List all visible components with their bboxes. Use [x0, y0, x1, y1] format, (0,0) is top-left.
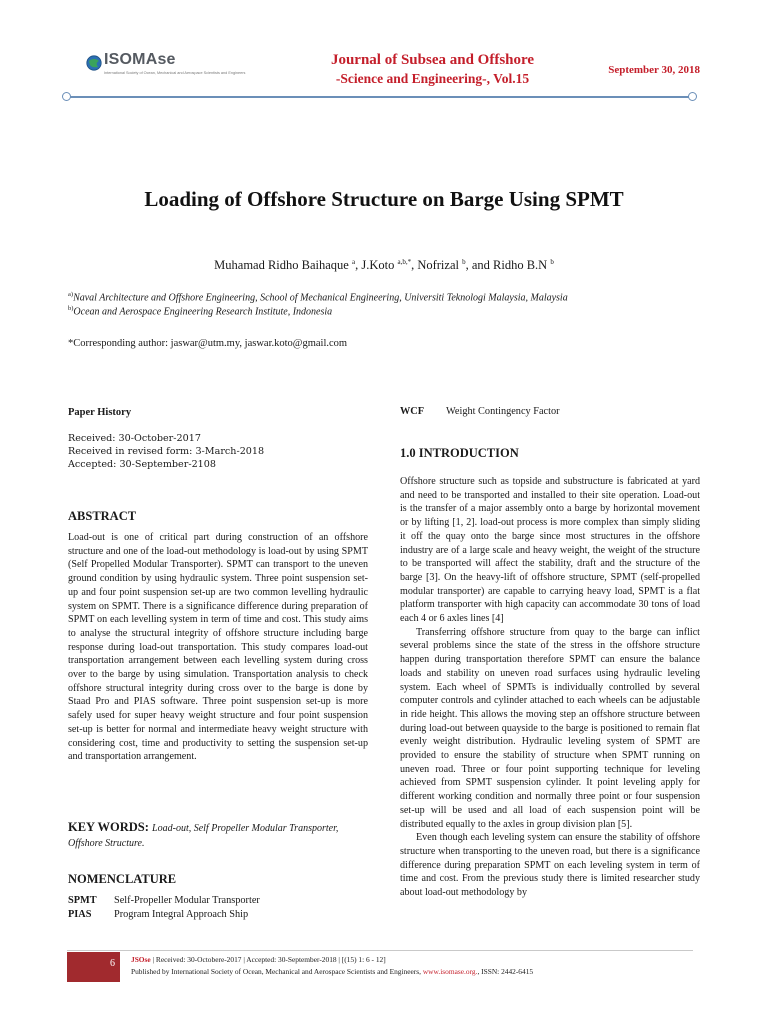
nomenclature-row [68, 894, 368, 908]
nomenclature-row [68, 908, 368, 922]
keywords-text: Load-out, Self Propeller Modular Transporter, Offshore Structure. [68, 823, 339, 849]
keywords-label: KEY WORDS: [68, 820, 153, 834]
nomenclature-def: Weight Contingency Factor [446, 406, 560, 417]
received-date: Received: 30-October-2017 [68, 433, 201, 444]
footer-citation [131, 955, 386, 964]
introduction-heading: 1.0 INTRODUCTION [400, 446, 519, 460]
footer-divider [67, 950, 693, 951]
globe-icon [86, 55, 102, 71]
nomenclature-row [400, 406, 560, 417]
author-affil-mark: b [462, 258, 466, 266]
nomenclature-def: Program Integral Approach Ship [114, 908, 249, 920]
author-affil-mark: a,b,* [397, 258, 412, 266]
journal-sub-text: -Science and Engineering- [335, 71, 487, 86]
page-number: 6 [110, 958, 115, 969]
footer-publisher [131, 967, 533, 976]
keywords [68, 820, 368, 850]
author-name: Muhamad Ridho Baihaque [214, 258, 352, 273]
journal-subtitle [250, 71, 615, 87]
footer-issn: , ISSN: 2442-6415 [477, 967, 534, 976]
author-name: , and Ridho B.N [465, 258, 551, 273]
abstract-heading: ABSTRACT [68, 509, 137, 523]
publication-date: September 30, 2018 [608, 64, 700, 76]
nomenclature-abbr: SPMT [68, 895, 97, 906]
journal-name: Journal of Subsea and Offshore [330, 52, 535, 68]
affiliation-mark: a) [68, 291, 74, 298]
divider-endpoint-left [62, 92, 71, 101]
affiliation-mark: b) [68, 305, 74, 312]
author-name: , J.Koto [355, 258, 398, 273]
divider-endpoint-right [688, 92, 697, 101]
revised-date: Received in revised form: 3-March-2018 [68, 446, 265, 457]
header-divider [66, 96, 692, 98]
nomenclature-def: Self-Propeller Modular Transporter [114, 895, 260, 906]
author-affil-mark: a [351, 258, 356, 266]
paragraph: Transferring offshore structure from quay to the barge can inflict several problems since the state of the stress in the offshore structure happen during transportation therefore SPMT can ensure the balance loads and stability on uneven road surfaces using hydraulic leveling system. Each wheel of SPMTs is individually controlled by several computer controls and cylinder attached to each wheels can be adjustable in ride height. This allows the moving step an offshore structure between during load-out between quayside to the barge is positioned to remain flat evenly weight distribution. Hydraulic leveling system of SPMT are provided to ensure the stability of structure when SPMT running on uneven road. Three or four point supporting technique for leveling achieved from SPMT suspension cylinder. It point leveling apply for different working condition and normally three point or four suspension set-up will be used and all load of each suspension point will be distributed equally to the axles in group division plan [5]. [400, 626, 700, 830]
paper-history-heading: Paper History [68, 407, 132, 418]
introduction-text [400, 475, 700, 900]
footer-citation-text: | Received: 30-Octobere-2017 | Accepted: 30-September-2018 | [(15) 1: 6 - 12] [150, 955, 386, 964]
affiliation-text: Naval Architecture and Offshore Engineering, School of Mechanical Engineering, Universiti Teknologi Malaysia, Malaysia [73, 292, 568, 304]
footer-url-link[interactable]: www.isomase.org. [422, 967, 478, 976]
paragraph: Offshore structure such as topside and substructure is fabricated at yard and need to be transported and installed to their site operation. Load-out is the transfer of a major assembly onto a barge by horizontal movement or by lifting [1, 2]. load-out process is more complex than simply sliding it off the quay onto the barge since most structures in the offshore industry are of a large scale and heavy weight, the weight of the structure to be transported will affect the stability, draft and the structure of the barge [3]. On the heavy-lift of offshore structure, SPMT (self-propelled modular transporter) are capable to carrying heavy load, SPMT is a flat platform transporter with high capacity can accommodate 30 tons of load each 4 or 6 axles lines [4] [400, 476, 700, 625]
nomenclature-heading: NOMENCLATURE [68, 872, 177, 886]
paragraph: Even though each leveling system can ensure the stability of offshore structure when transporting to the uneven road, but there is a significance difference during preparation SPMT on each leveling system in term of time and cost. From the previous study there is limited researcher study about load-out methodology by [400, 832, 700, 899]
abstract-text: Load-out is one of critical part during construction of an offshore structure and one of the load-out methodology is load-out by using SPMT (Self Propelled Modular Transporter). SPMT can transport to the uneven ground condition by using hydraulic system. Three point suspension set-up and four point suspension set-up are two common levelling hydraulic system on SPMT. There is a significance difference during preparation of SPMT on each levelling system in term of time and cost. This study aims to analyse the structural integrity of offshore structure including barge response during load-out transportation. This study compares load-out transportation arrangement between each levelling system during cross over to the barge by using simulation. Transportation analysis to check offshore structural integrity during cross over to the barge is done by Staad Pro and PIAS software. Three point suspension set-up is more safely used for super heavy weight structure and four point suspension set-up is better for normal and intermediate heavy weight structure with considering cost, time and productivity to setting the suspension set-up and transportation arrangement. [68, 532, 368, 763]
accepted-date: Accepted: 30-September-2108 [68, 459, 216, 470]
affiliation-a [68, 291, 568, 303]
nomenclature-list [68, 894, 368, 921]
nomenclature-abbr: WCF [400, 406, 425, 417]
corresponding-author: *Corresponding author: jaswar@utm.my, jaswar.koto@gmail.com [68, 338, 348, 349]
author-list [0, 258, 768, 273]
author-name: , Nofrizal [411, 258, 463, 273]
affiliation-b [68, 305, 332, 317]
footer-journal-abbr: JSOse [131, 955, 151, 964]
logo-text: ISOMAse [104, 51, 176, 68]
journal-volume: , Vol.15 [486, 71, 530, 86]
logo-subtitle: International Society of Ocean, Mechanical and Aerospace Scientists and Engineers [104, 71, 246, 75]
footer-publisher-text: Published by International Society of Ocean, Mechanical and Aerospace Scientists and Engineers, [131, 967, 423, 976]
affiliation-text: Ocean and Aerospace Engineering Research Institute, Indonesia [73, 306, 333, 318]
author-affil-mark: b [550, 258, 554, 266]
paper-title: Loading of Offshore Structure on Barge Using SPMT [144, 187, 624, 211]
paper-history [68, 432, 264, 471]
nomenclature-abbr: PIAS [68, 908, 92, 920]
